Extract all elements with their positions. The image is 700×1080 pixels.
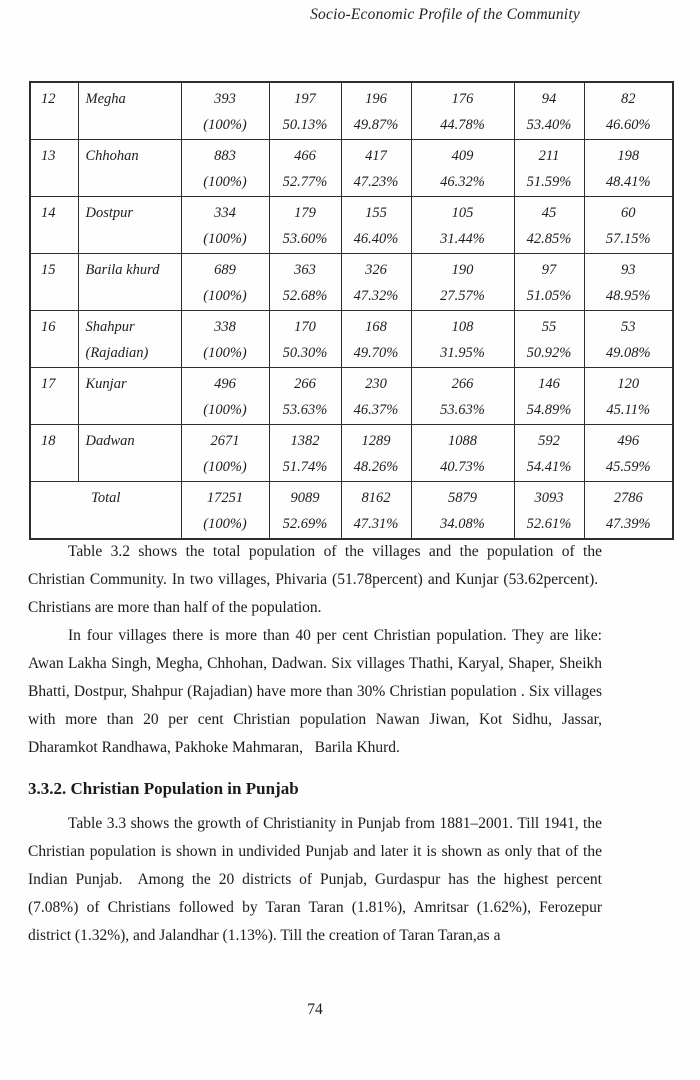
cell-value: 338 bbox=[214, 319, 236, 335]
cell-value: 2671 bbox=[210, 433, 240, 449]
body-text bbox=[28, 538, 602, 950]
cell-percent: 50.92% bbox=[526, 345, 572, 361]
cell-percent: 42.85% bbox=[526, 231, 572, 247]
cell-value: 5879 bbox=[448, 490, 477, 506]
cell-percent: 51.05% bbox=[526, 288, 572, 304]
running-header: Socio-Economic Profile of the Community bbox=[310, 6, 580, 23]
cell-population-value bbox=[269, 311, 341, 368]
cell-value: Dostpur bbox=[85, 205, 134, 221]
cell-percent: 45.59% bbox=[605, 459, 651, 475]
cell-percent: 46.37% bbox=[353, 402, 399, 418]
cell-percent: 51.59% bbox=[526, 174, 572, 190]
cell-percent: 49.70% bbox=[353, 345, 399, 361]
cell-population-value bbox=[181, 311, 269, 368]
cell-population-value bbox=[584, 140, 673, 197]
cell-percent bbox=[79, 169, 181, 195]
cell-percent bbox=[79, 454, 181, 480]
cell-percent: 34.08% bbox=[440, 516, 485, 532]
table-row bbox=[30, 425, 673, 482]
cell-population-value bbox=[514, 368, 584, 425]
cell-value: 17 bbox=[41, 376, 56, 392]
cell-value: 179 bbox=[294, 205, 316, 221]
cell-value: 9089 bbox=[290, 490, 320, 506]
cell-percent: 52.68% bbox=[282, 288, 328, 304]
cell-value: Shahpur bbox=[85, 319, 135, 335]
cell-value: 334 bbox=[214, 205, 236, 221]
cell-village-name bbox=[78, 368, 181, 425]
cell-population-value bbox=[514, 197, 584, 254]
cell-percent: (Rajadian) bbox=[85, 345, 149, 361]
cell-population-value bbox=[181, 368, 269, 425]
cell-percent: 47.31% bbox=[353, 516, 399, 532]
cell-value: 190 bbox=[451, 262, 474, 278]
cell-value: 8162 bbox=[361, 490, 391, 506]
cell-value: Barila khurd bbox=[85, 262, 160, 278]
table-row bbox=[30, 82, 673, 140]
cell-population-value bbox=[411, 311, 514, 368]
cell-value: Dadwan bbox=[85, 433, 135, 449]
cell-value: Kunjar bbox=[85, 376, 127, 392]
cell-percent: 44.78% bbox=[440, 117, 485, 133]
table-total-row bbox=[30, 482, 673, 540]
cell-population-value bbox=[341, 368, 411, 425]
cell-percent: 54.41% bbox=[526, 459, 572, 475]
cell-value: 168 bbox=[365, 319, 387, 335]
cell-population-value bbox=[181, 254, 269, 311]
paragraph-punjab-christianity: Table 3.3 shows the growth of Christianity in Punjab from 1881–2001. Till 1941, the Christian population is shown in undivided Punjab and later it is shown as only that of the Indian Punjab. Among the 20 districts of Punjab, Gurdaspur has the highest percent (7.08%) of Christians followed by Taran Taran (1.81%), Amritsar (1.62%), Ferozepur district (1.32%), and Jalandhar (1.13%). Till the creation of Taran Taran,as a bbox=[28, 815, 602, 944]
cell-total-value bbox=[341, 482, 411, 540]
cell-value: 108 bbox=[451, 319, 474, 335]
cell-percent: 31.95% bbox=[440, 345, 485, 361]
cell-value: 120 bbox=[617, 376, 640, 392]
cell-percent: 48.41% bbox=[605, 174, 651, 190]
population-table-body bbox=[30, 82, 673, 539]
cell-value: 266 bbox=[451, 376, 474, 392]
cell-population-value bbox=[269, 254, 341, 311]
cell-value: 363 bbox=[294, 262, 316, 278]
cell-value: 60 bbox=[621, 205, 636, 221]
cell-percent: 40.73% bbox=[440, 459, 485, 475]
cell-value: 53 bbox=[621, 319, 636, 335]
paragraph-village-percentages: In four villages there is more than 40 per cent Christian population. They are like: Awan Lakha Singh, Megha, Chhohan, Dadwan. Six villages Thathi, Karyal, Shaper, Sheikh Bhatti, Dostpur, Shahpur (Rajadian) have more than 30% Christian population . Six villages with more than 20 per cent Christian population Nawan Jiwan, Kot Sidhu, Jassar, Dharamkot Randhawa, Pakhoke Mahmaran, Barila Khurd. bbox=[28, 627, 602, 756]
cell-population-value bbox=[269, 197, 341, 254]
cell-population-value bbox=[181, 425, 269, 482]
cell-population-value bbox=[269, 425, 341, 482]
cell-value: 146 bbox=[538, 376, 560, 392]
cell-population-value bbox=[584, 82, 673, 140]
cell-population-value bbox=[411, 82, 514, 140]
cell-value: 198 bbox=[617, 148, 640, 164]
cell-percent bbox=[31, 226, 78, 252]
cell-village-name bbox=[78, 425, 181, 482]
cell-population-value bbox=[181, 197, 269, 254]
cell-total-value bbox=[181, 482, 269, 540]
table-row bbox=[30, 368, 673, 425]
table-row bbox=[30, 197, 673, 254]
cell-value: Total bbox=[91, 490, 121, 506]
cell-population-value bbox=[269, 368, 341, 425]
cell-value: 496 bbox=[617, 433, 640, 449]
cell-percent: 48.26% bbox=[353, 459, 399, 475]
cell-total-value bbox=[411, 482, 514, 540]
cell-value: 170 bbox=[294, 319, 316, 335]
cell-percent: 47.39% bbox=[605, 516, 651, 532]
cell-value: 45 bbox=[541, 205, 557, 221]
cell-percent: 53.63% bbox=[282, 402, 328, 418]
cell-total-label bbox=[30, 482, 181, 540]
cell-value: 196 bbox=[365, 91, 387, 107]
cell-percent: 47.32% bbox=[353, 288, 399, 304]
cell-value: 55 bbox=[541, 319, 557, 335]
cell-percent bbox=[31, 340, 78, 366]
cell-village-name bbox=[78, 197, 181, 254]
cell-value: 883 bbox=[214, 148, 236, 164]
cell-value: 211 bbox=[538, 148, 560, 164]
cell-percent: (100%) bbox=[203, 516, 247, 532]
cell-value: 12 bbox=[41, 91, 56, 107]
cell-percent bbox=[31, 283, 78, 309]
cell-percent bbox=[79, 283, 181, 309]
cell-percent bbox=[31, 112, 78, 138]
cell-village-name bbox=[78, 140, 181, 197]
cell-percent: 50.13% bbox=[282, 117, 328, 133]
cell-percent: (100%) bbox=[203, 345, 247, 361]
cell-value: 230 bbox=[365, 376, 387, 392]
cell-value: 689 bbox=[214, 262, 236, 278]
cell-population-value bbox=[514, 311, 584, 368]
cell-value: 393 bbox=[214, 91, 236, 107]
cell-percent: 48.95% bbox=[605, 288, 651, 304]
cell-value: 3093 bbox=[534, 490, 564, 506]
cell-population-value bbox=[584, 368, 673, 425]
cell-total-value bbox=[514, 482, 584, 540]
cell-village-name bbox=[78, 311, 181, 368]
cell-percent: 53.40% bbox=[526, 117, 572, 133]
section-heading-3-3-2: 3.3.2. Christian Population in Punjab bbox=[28, 779, 299, 798]
cell-total-value bbox=[269, 482, 341, 540]
cell-percent: 53.63% bbox=[440, 402, 485, 418]
cell-serial-no bbox=[30, 311, 78, 368]
cell-value: 496 bbox=[214, 376, 236, 392]
cell-percent: 31.44% bbox=[440, 231, 485, 247]
cell-value: 1289 bbox=[361, 433, 391, 449]
cell-population-value bbox=[341, 254, 411, 311]
table-row bbox=[30, 140, 673, 197]
cell-value: 266 bbox=[294, 376, 316, 392]
cell-value: 197 bbox=[294, 91, 316, 107]
cell-population-value bbox=[514, 140, 584, 197]
cell-percent: (100%) bbox=[203, 402, 247, 418]
cell-percent: (100%) bbox=[203, 288, 247, 304]
cell-percent: 54.89% bbox=[526, 402, 572, 418]
cell-population-value bbox=[341, 425, 411, 482]
cell-value: 326 bbox=[365, 262, 387, 278]
cell-value: 82 bbox=[621, 91, 636, 107]
cell-population-value bbox=[584, 197, 673, 254]
cell-percent bbox=[79, 397, 181, 423]
table-row bbox=[30, 254, 673, 311]
cell-percent: 49.08% bbox=[605, 345, 651, 361]
cell-percent: 49.87% bbox=[353, 117, 399, 133]
cell-population-value bbox=[341, 197, 411, 254]
cell-percent: 57.15% bbox=[605, 231, 651, 247]
cell-percent: 45.11% bbox=[606, 402, 651, 418]
cell-percent: (100%) bbox=[203, 117, 247, 133]
cell-percent: 52.61% bbox=[526, 516, 572, 532]
cell-serial-no bbox=[30, 140, 78, 197]
cell-value: 18 bbox=[41, 433, 56, 449]
cell-population-value bbox=[514, 425, 584, 482]
cell-percent: 52.69% bbox=[282, 516, 328, 532]
cell-value: 1088 bbox=[448, 433, 477, 449]
cell-value: 13 bbox=[41, 148, 56, 164]
cell-percent bbox=[31, 511, 181, 537]
cell-serial-no bbox=[30, 254, 78, 311]
cell-population-value bbox=[584, 254, 673, 311]
cell-population-value bbox=[341, 311, 411, 368]
cell-percent bbox=[31, 397, 78, 423]
cell-population-value bbox=[411, 368, 514, 425]
cell-population-value bbox=[514, 254, 584, 311]
cell-percent: 27.57% bbox=[440, 288, 485, 304]
cell-value: 16 bbox=[41, 319, 56, 335]
cell-serial-no bbox=[30, 425, 78, 482]
cell-population-value bbox=[584, 311, 673, 368]
cell-value: 155 bbox=[365, 205, 387, 221]
cell-value: 417 bbox=[365, 148, 387, 164]
cell-value: 105 bbox=[451, 205, 474, 221]
cell-value: 17251 bbox=[206, 490, 244, 506]
population-table bbox=[29, 81, 674, 540]
cell-total-value bbox=[584, 482, 673, 540]
cell-value: 15 bbox=[41, 262, 56, 278]
cell-percent: 52.77% bbox=[282, 174, 328, 190]
cell-serial-no bbox=[30, 368, 78, 425]
cell-percent: (100%) bbox=[203, 174, 247, 190]
cell-value: 97 bbox=[541, 262, 557, 278]
cell-serial-no bbox=[30, 82, 78, 140]
cell-population-value bbox=[181, 140, 269, 197]
cell-value: 94 bbox=[541, 91, 557, 107]
cell-value: 93 bbox=[621, 262, 636, 278]
cell-village-name bbox=[78, 254, 181, 311]
page-number: 74 bbox=[307, 1001, 323, 1018]
cell-percent: (100%) bbox=[203, 231, 247, 247]
cell-percent bbox=[79, 112, 181, 138]
cell-value: 409 bbox=[451, 148, 474, 164]
cell-value: Megha bbox=[85, 91, 126, 107]
cell-serial-no bbox=[30, 197, 78, 254]
cell-percent: 46.32% bbox=[440, 174, 485, 190]
table-row bbox=[30, 311, 673, 368]
cell-population-value bbox=[411, 254, 514, 311]
cell-value: 1382 bbox=[290, 433, 320, 449]
cell-population-value bbox=[341, 140, 411, 197]
cell-population-value bbox=[341, 82, 411, 140]
cell-percent: 50.30% bbox=[282, 345, 328, 361]
cell-village-name bbox=[78, 82, 181, 140]
cell-value: 2786 bbox=[613, 490, 643, 506]
cell-value: 14 bbox=[41, 205, 56, 221]
cell-percent: (100%) bbox=[203, 459, 247, 475]
cell-percent: 47.23% bbox=[353, 174, 399, 190]
cell-value: Chhohan bbox=[85, 148, 139, 164]
cell-population-value bbox=[514, 82, 584, 140]
cell-percent bbox=[79, 226, 181, 252]
cell-percent: 46.40% bbox=[353, 231, 399, 247]
cell-population-value bbox=[411, 140, 514, 197]
cell-percent bbox=[31, 454, 78, 480]
paragraph-table-3-2-summary: Table 3.2 shows the total population of the villages and the population of the Christian Community. In two villages, Phivaria (51.78percent) and Kunjar (53.62percent). Christians are more than half of the population. bbox=[28, 543, 602, 616]
cell-value: 176 bbox=[451, 91, 474, 107]
cell-percent: 53.60% bbox=[282, 231, 328, 247]
cell-population-value bbox=[269, 140, 341, 197]
cell-population-value bbox=[269, 82, 341, 140]
cell-percent bbox=[31, 169, 78, 195]
cell-population-value bbox=[411, 425, 514, 482]
cell-population-value bbox=[411, 197, 514, 254]
cell-percent: 51.74% bbox=[282, 459, 328, 475]
cell-percent: 46.60% bbox=[605, 117, 651, 133]
cell-population-value bbox=[181, 82, 269, 140]
cell-value: 592 bbox=[538, 433, 560, 449]
cell-population-value bbox=[584, 425, 673, 482]
cell-value: 466 bbox=[294, 148, 316, 164]
